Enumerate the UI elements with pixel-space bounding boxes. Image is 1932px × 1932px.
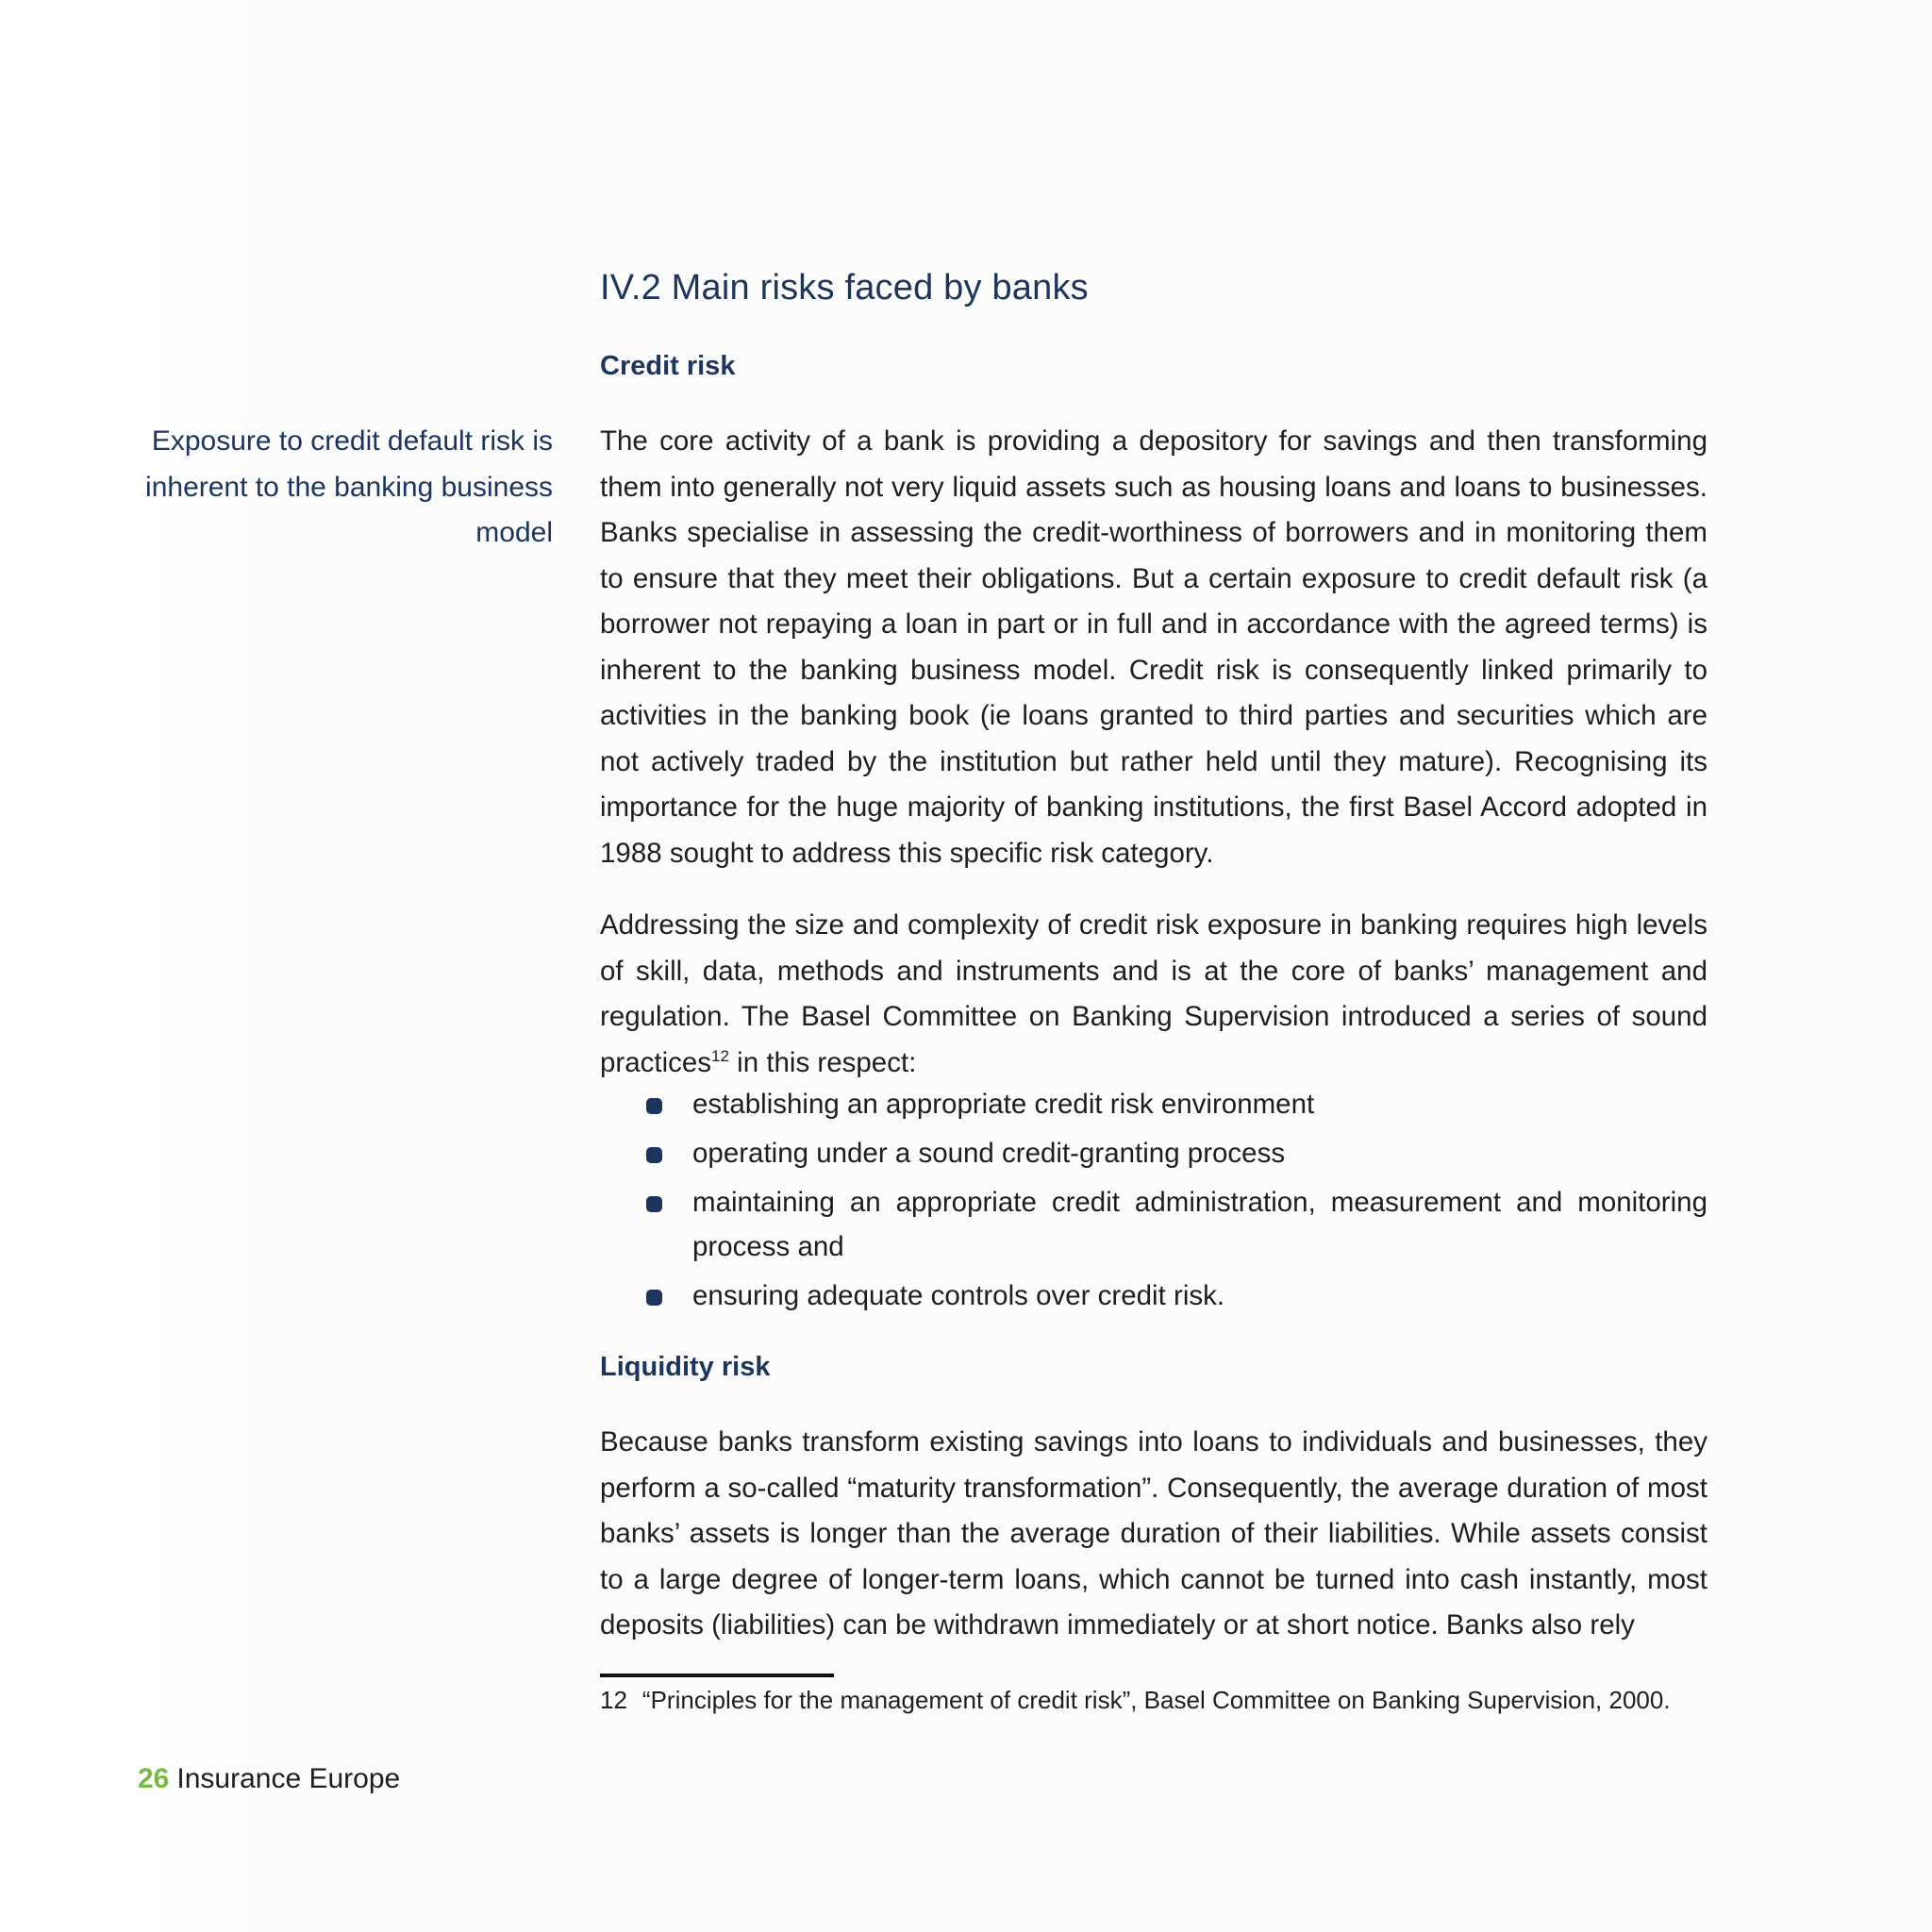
page-number: 26 [138,1763,170,1794]
credit-risk-paragraph-1: The core activity of a bank is providing a depository for savings and then transforming them into generally not very liquid assets such as housing loans and loans to businesses. Banks specialise in assessing the credit-worthiness of borrowers and in monitoring them to ensure that they meet their obligations. But a certain exposure to credit default risk (a borrower not repaying a loan in part or in full and in accordance with the agreed terms) is inherent to the banking business model. Credit risk is consequently linked primarily to activities in the banking book (ie loans granted to third parties and securities which are not actively traded by the institution but rather held until they mature). Recognising its importance for the huge majority of banking institutions, the first Basel Accord adopted in 1988 sought to address this specific risk category. [600,425,1707,869]
list-item [600,1082,1707,1126]
footnote-divider [600,1674,834,1677]
footnote [600,1683,1707,1717]
list-item [600,1274,1707,1318]
bullet-icon [646,1098,662,1114]
footnote-reference: 12 [711,1046,729,1065]
list-item-text: ensuring adequate controls over credit risk. [692,1280,1225,1311]
paragraph-text: Addressing the size and complexity of credit risk exposure in banking requires high levels of skill, data, methods and instruments and is at the core of banks’ management and regulation. The Basel Committee on Banking Supervision introduced a series of sound practices [600,909,1707,1078]
bullet-icon [646,1290,662,1306]
list-item-text: operating under a sound credit-granting process [692,1138,1286,1169]
list-item [600,1131,1707,1175]
list-item-text: maintaining an appropriate credit administration, measurement and monitoring process and [692,1187,1707,1262]
section-heading: IV.2 Main risks faced by banks [600,268,1089,308]
credit-risk-paragraph-2 [600,903,1707,1086]
sound-practices-list [600,1082,1707,1323]
page-footer [138,1763,400,1795]
list-item-text: establishing an appropriate credit risk environment [692,1089,1315,1120]
list-item [600,1180,1707,1269]
margin-note: Exposure to credit default risk is inherent to the banking business model [145,425,553,548]
bullet-icon [646,1147,662,1163]
paragraph-text-end: in this respect: [728,1046,917,1078]
liquidity-risk-paragraph-1: Because banks transform existing savings into loans to individuals and businesses, they perform a so-called “maturity transformation”. Consequently, the average duration of most banks’ assets is longer than the average duration of their liabilities. While assets consist to a large degree of longer-term loans, which cannot be turned into cash instantly, most deposits (liabilities) can be withdrawn immediately or at short notice. Banks also rely [600,1426,1707,1641]
footnote-number: 12 [600,1686,627,1714]
publisher-name: Insurance Europe [176,1763,401,1794]
footnote-text: “Principles for the management of credit risk”, Basel Committee on Banking Supervision, 2000. [641,1686,1671,1714]
credit-risk-subheading: Credit risk [600,351,736,381]
bullet-icon [646,1196,662,1212]
liquidity-risk-subheading: Liquidity risk [600,1352,771,1382]
